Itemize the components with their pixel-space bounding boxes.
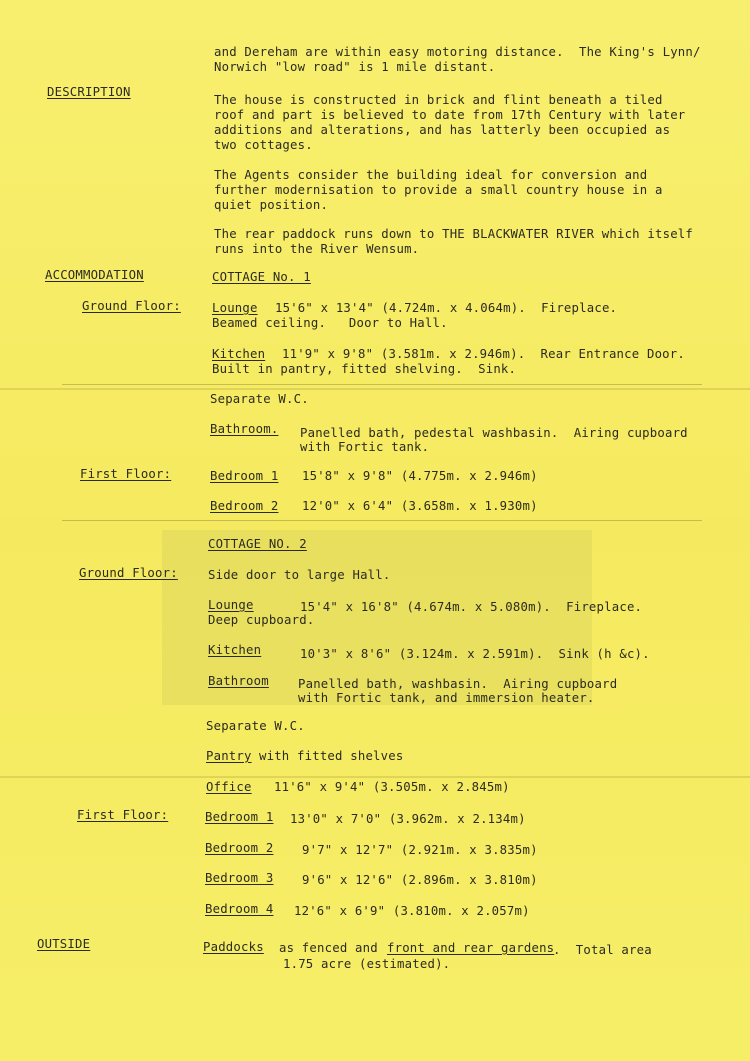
ground-floor-label: Ground Floor: (79, 566, 178, 580)
room-details: 12'0" x 6'4" (3.658m. x 1.930m) (302, 499, 538, 513)
cottage1-title: COTTAGE No. 1 (212, 270, 311, 284)
room-details: 11'9" x 9'8" (3.581m. x 2.946m). Rear Entrance Door. (282, 347, 685, 361)
room-details: 13'0" x 7'0" (3.962m. x 2.134m) (290, 812, 526, 826)
room-name: front and rear gardens (387, 941, 555, 955)
description-p1-line: additions and alterations, and has latterly been occupied as (214, 123, 671, 137)
room-details: 12'6" x 6'9" (3.810m. x 2.057m) (294, 904, 530, 918)
room-details: 11'6" x 9'4" (3.505m. x 2.845m) (274, 780, 510, 794)
room-name: Kitchen (208, 643, 262, 657)
room-name: Bathroom (208, 674, 269, 688)
room-details: 15'8" x 9'8" (4.775m. x 2.946m) (302, 469, 538, 483)
room-details: Panelled bath, washbasin. Airing cupboard (298, 677, 618, 691)
room-details: with Fortic tank. (300, 440, 430, 454)
room-details: with Fortic tank, and immersion heater. (298, 691, 595, 705)
fold-line (0, 776, 750, 778)
room-details: 15'4" x 16'8" (4.674m. x 5.080m). Fireplace. (300, 600, 643, 614)
room-details: Beamed ceiling. Door to Hall. (212, 316, 448, 330)
room-name: Bathroom. (210, 422, 279, 436)
room-name: Paddocks (203, 940, 264, 954)
intro-line: Norwich "low road" is 1 mile distant. (214, 60, 496, 74)
room-details: Side door to large Hall. (208, 568, 391, 582)
room-name: Bedroom 4 (205, 902, 274, 916)
first-floor-label: First Floor: (80, 467, 172, 481)
description-heading: DESCRIPTION (47, 85, 131, 99)
room-name: Lounge (212, 301, 258, 315)
room-name: Bedroom 3 (205, 871, 274, 885)
room-details: 15'6" x 13'4" (4.724m. x 4.064m). Fireplace. (275, 301, 618, 315)
room-details: as fenced and (279, 941, 378, 955)
room-details: 9'6" x 12'6" (2.896m. x 3.810m) (302, 873, 538, 887)
room-name: Pantry (206, 749, 252, 763)
room-details: Panelled bath, pedestal washbasin. Airing cupboard (300, 426, 688, 440)
room-details: with fitted shelves (259, 749, 404, 763)
room-details: Deep cupboard. (208, 613, 315, 627)
fold-line (0, 388, 750, 390)
divider (62, 384, 702, 385)
room-name: Kitchen (212, 347, 266, 361)
outside-heading: OUTSIDE (37, 937, 91, 951)
room-name: Bedroom 2 (205, 841, 274, 855)
room-details: Separate W.C. (206, 719, 305, 733)
description-p2-line: further modernisation to provide a small country house in a (214, 183, 663, 197)
room-details: . Total area (553, 943, 652, 957)
room-name: Bedroom 1 (210, 469, 279, 483)
room-name: Bedroom 1 (205, 810, 274, 824)
cottage2-title: COTTAGE NO. 2 (208, 537, 307, 551)
room-name: Bedroom 2 (210, 499, 279, 513)
room-name: Lounge (208, 598, 254, 612)
description-p2-line: The Agents consider the building ideal for conversion and (214, 168, 648, 182)
description-p3-line: The rear paddock runs down to THE BLACKWATER RIVER which itself (214, 227, 694, 241)
description-p1-line: The house is constructed in brick and flint beneath a tiled (214, 93, 663, 107)
description-p3-line: runs into the River Wensum. (214, 242, 420, 256)
intro-line: and Dereham are within easy motoring distance. The King's Lynn/ (214, 45, 701, 59)
description-p1-line: roof and part is believed to date from 17th Century with later (214, 108, 686, 122)
room-details: Built in pantry, fitted shelving. Sink. (212, 362, 517, 376)
room-name: Office (206, 780, 252, 794)
room-details: 9'7" x 12'7" (2.921m. x 3.835m) (302, 843, 538, 857)
room-details: Separate W.C. (210, 392, 309, 406)
divider (62, 520, 702, 521)
accommodation-heading: ACCOMMODATION (45, 268, 144, 282)
description-p1-line: two cottages. (214, 138, 313, 152)
first-floor-label: First Floor: (77, 808, 169, 822)
description-p2-line: quiet position. (214, 198, 329, 212)
room-details: 10'3" x 8'6" (3.124m. x 2.591m). Sink (h &c). (300, 647, 650, 661)
ground-floor-label: Ground Floor: (82, 299, 181, 313)
room-details: 1.75 acre (estimated). (283, 957, 451, 971)
